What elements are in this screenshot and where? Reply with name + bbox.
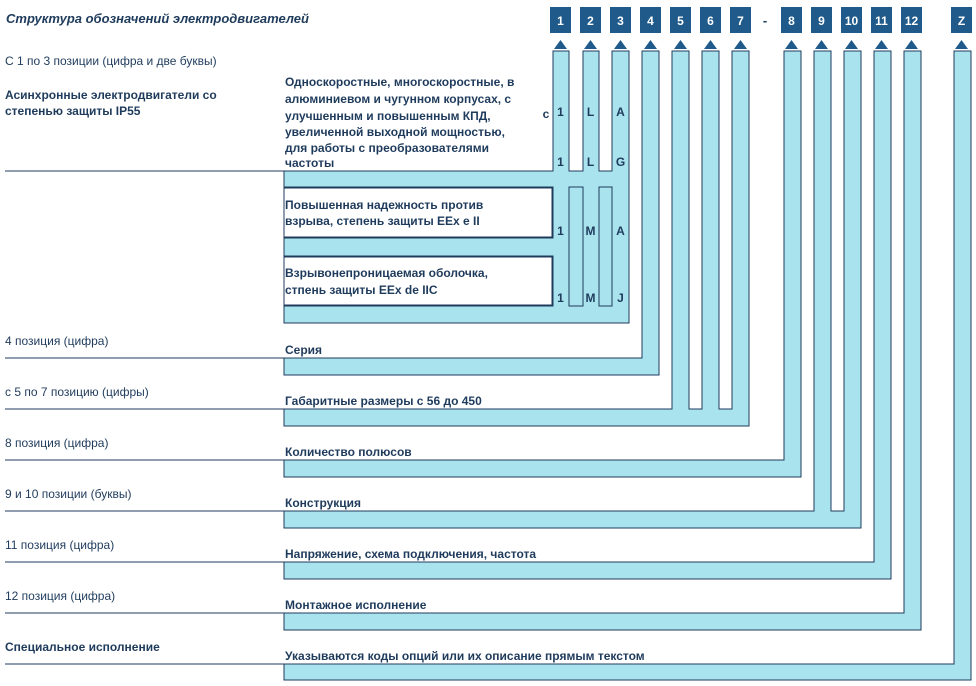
svg-text:алюминиевом и чугунном корпуса: алюминиевом и чугунном корпусах, с [285, 92, 512, 106]
svg-text:11: 11 [875, 14, 888, 28]
group3-code-2: M [585, 291, 596, 305]
label-pos1-3: С 1 по 3 позиции (цифра и две буквы) [5, 54, 217, 68]
position-box-7 [730, 7, 751, 33]
group2-line2: взрыва, степень защиты EEx e II [285, 214, 480, 228]
group2-separator [569, 187, 583, 306]
row-label-construction: Конструкция [285, 496, 362, 510]
position-boxes [550, 7, 972, 33]
position-box-3 [610, 7, 631, 33]
svg-text:Односкоростные, многоскоростны: Односкоростные, многоскоростные, в [285, 75, 515, 89]
position-box-8 [781, 7, 802, 33]
position-box-2 [580, 7, 601, 33]
svg-text:4: 4 [647, 14, 654, 28]
svg-text:6: 6 [707, 14, 714, 28]
svg-text:улучшенным и повышенным КПД,: улучшенным и повышенным КПД, [285, 109, 491, 123]
group1-prefix: с [542, 107, 550, 121]
group2-line1: Повышенная надежность против [285, 198, 484, 212]
row-label-voltage: Напряжение, схема подключения, частота [285, 547, 537, 561]
group1-code-top-2: L [586, 105, 595, 119]
svg-text:9: 9 [818, 14, 825, 28]
svg-text:1: 1 [557, 14, 564, 28]
label-asynch-line1: Асинхронные электродвигатели со [5, 88, 217, 102]
position-box-4 [640, 7, 661, 33]
arrow-up-icon [644, 40, 657, 49]
group3-separator [599, 187, 612, 306]
row-label-options: Указываются коды опций или их описание прямым текстом [285, 649, 645, 663]
group1-code-bottom-1: 1 [557, 155, 564, 169]
svg-text:12: 12 [904, 14, 919, 28]
svg-text:Z: Z [957, 14, 966, 28]
svg-text:10: 10 [844, 14, 859, 28]
group1-code-top-1: 1 [557, 105, 564, 119]
label-special: Специальное исполнение [5, 640, 160, 654]
arrow-up-icon [905, 40, 918, 49]
arrow-up-icon [785, 40, 798, 49]
position-box-6 [700, 7, 721, 33]
svg-text:для работы с преобразователями: для работы с преобразователями [285, 141, 489, 155]
arrow-up-icon [955, 40, 968, 49]
svg-text:3: 3 [617, 14, 624, 28]
group3-line1: Взрывонепроницаемая оболочка, [285, 266, 488, 280]
group2-code-3: A [616, 224, 625, 238]
svg-text:5: 5 [677, 14, 684, 28]
label-pos8: 8 позиция (цифра) [5, 436, 109, 450]
arrow-icons [554, 40, 968, 49]
group1-code-bottom-3: G [615, 155, 626, 169]
label-pos4: 4 позиция (цифра) [5, 334, 109, 348]
position-box-5 [670, 7, 691, 33]
group1-code-top-3: A [616, 105, 625, 119]
arrow-up-icon [845, 40, 858, 49]
group3-code-1: 1 [557, 291, 564, 305]
group1-code-bottom-2: L [586, 155, 595, 169]
position-box-11 [871, 7, 892, 33]
arrow-up-icon [734, 40, 747, 49]
arrow-up-icon [584, 40, 597, 49]
svg-text:2: 2 [587, 14, 594, 28]
position-box-10 [841, 7, 862, 33]
svg-text:увеличенной выходной мощностью: увеличенной выходной мощностью, [285, 125, 505, 139]
group3-line2: стпень защиты EEx de IIC [285, 283, 438, 297]
arrow-up-icon [614, 40, 627, 49]
label-asynch-line2: степенью защиты IP55 [5, 104, 141, 118]
position-box-9 [811, 7, 832, 33]
position-box-1 [550, 7, 571, 33]
position-box-z [951, 7, 972, 33]
label-pos5-7: с 5 по 7 позицию (цифры) [5, 385, 149, 399]
arrow-up-icon [674, 40, 687, 49]
row-label-series: Серия [285, 343, 323, 357]
arrow-up-icon [554, 40, 567, 49]
position-box-12 [901, 7, 922, 33]
arrow-up-icon [815, 40, 828, 49]
label-pos11: 11 позиция (цифра) [5, 538, 115, 552]
diagram-title: Структура обозначений электродвигателей [6, 11, 309, 26]
svg-text:7: 7 [737, 14, 744, 28]
label-pos9-10: 9 и 10 позиции (буквы) [5, 487, 132, 501]
group2-code-2: M [585, 224, 596, 238]
group3-code-3: J [617, 291, 624, 305]
row-label-dimensions: Габаритные размеры с 56 до 450 [285, 394, 482, 408]
separator-dash: - [762, 13, 768, 28]
group2-code-1: 1 [557, 224, 564, 238]
group2-panel [284, 188, 552, 237]
row-label-poles: Количество полюсов [285, 445, 412, 459]
svg-text:8: 8 [788, 14, 795, 28]
arrow-up-icon [704, 40, 717, 49]
svg-text:частоты: частоты [285, 156, 335, 170]
row-label-mounting: Монтажное исполнение [285, 598, 427, 612]
label-pos12: 12 позиция (цифра) [5, 589, 116, 603]
group3-panel [284, 257, 552, 305]
arrow-up-icon [875, 40, 888, 49]
